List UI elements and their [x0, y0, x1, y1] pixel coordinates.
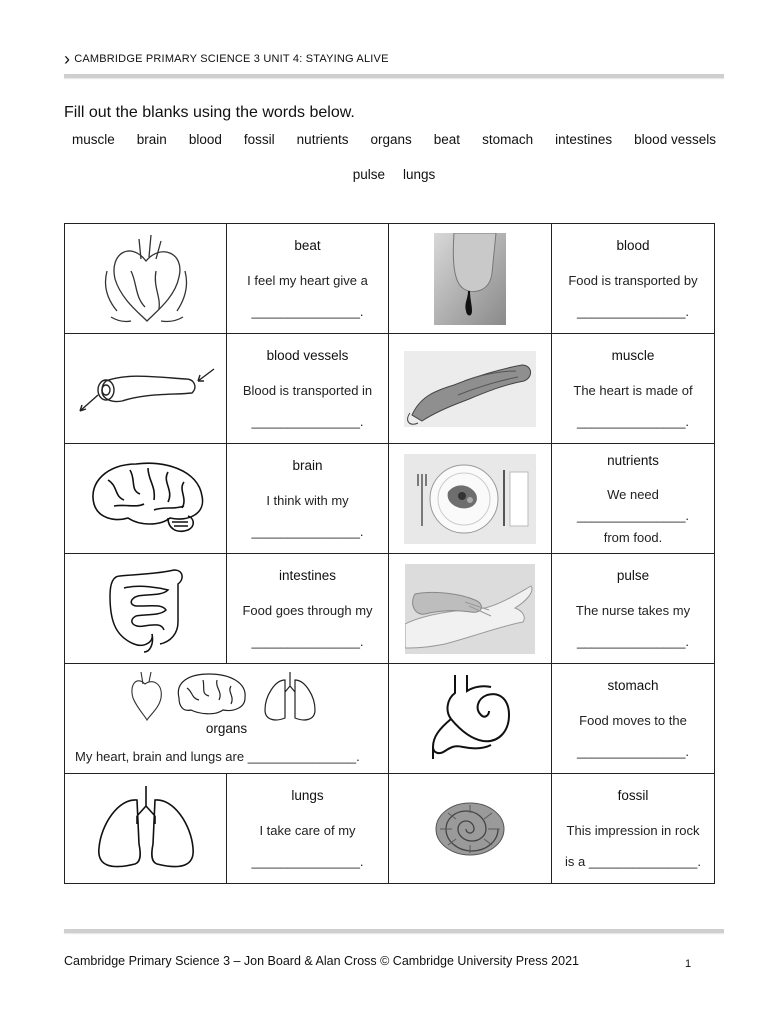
pulse-image-cell	[389, 554, 552, 664]
question-text: This impression in rock	[566, 823, 700, 838]
fossil-cell	[552, 774, 715, 884]
plate-food-icon	[404, 454, 536, 544]
answer-blank: is a _______________.	[565, 854, 701, 869]
stomach-cell	[552, 664, 715, 774]
beat-cell	[227, 224, 389, 334]
answer-blank: _______________.	[251, 854, 364, 869]
word-bank-word: blood	[188, 132, 222, 147]
answer-word: lungs	[291, 788, 324, 803]
lungs-icon	[265, 672, 315, 720]
vessel-image-cell	[65, 334, 227, 444]
answer-word: blood vessels	[266, 348, 349, 363]
muscle-cell	[552, 334, 715, 444]
table-row	[65, 554, 715, 664]
pulse-cell	[552, 554, 715, 664]
question-text: Blood is transported in	[242, 383, 373, 398]
stomach-icon	[425, 671, 515, 767]
answer-blank: _______________.	[251, 414, 364, 429]
page-number: 1	[685, 958, 692, 970]
instruction: Fill out the blanks using the words below.	[64, 104, 355, 121]
blood-vessel-icon	[76, 359, 216, 419]
lungs-cell	[227, 774, 389, 884]
answer-blank: _______________.	[576, 414, 690, 429]
muscle-image-cell	[389, 334, 552, 444]
answer-blank: _______________.	[576, 508, 690, 523]
answer-word: blood	[616, 238, 650, 253]
word-bank-word: intestines	[555, 132, 613, 147]
question-text: My heart, brain and lungs are _______________.	[75, 749, 360, 764]
word-bank-word: pulse	[352, 167, 385, 182]
page-header	[64, 50, 389, 68]
answer-blank: _______________.	[251, 304, 364, 319]
answer-word: intestines	[278, 568, 337, 583]
question-tail: from food.	[603, 530, 663, 545]
intestines-image-cell	[65, 554, 227, 664]
answer-word: muscle	[611, 348, 655, 363]
finger-blood-drop-icon	[434, 233, 506, 325]
answer-word: organs	[205, 721, 248, 736]
answer-blank: _______________.	[576, 634, 690, 649]
heart-icon	[132, 672, 161, 720]
answer-word: pulse	[616, 568, 650, 583]
answer-blank: _______________.	[576, 744, 690, 759]
heart-image-cell	[65, 224, 227, 334]
answer-blank: _______________.	[251, 524, 364, 539]
word-bank-word: blood vessels	[634, 132, 716, 147]
brain-icon	[84, 456, 208, 542]
header-title: CAMBRIDGE PRIMARY SCIENCE 3 UNIT 4: STAYING ALIVE	[74, 53, 389, 65]
word-bank-word: nutrients	[296, 132, 349, 147]
question-text: Food moves to the	[579, 713, 687, 728]
word-bank-word: lungs	[403, 167, 436, 182]
table-row	[65, 224, 715, 334]
arm-muscle-icon	[404, 351, 536, 427]
organs-cell	[65, 664, 389, 774]
word-bank-word: beat	[433, 132, 461, 147]
word-bank-word: brain	[136, 132, 167, 147]
intestines-icon	[104, 562, 188, 656]
question-text: The nurse takes my	[575, 603, 691, 618]
word-bank-row-2	[64, 167, 724, 182]
answer-word: fossil	[617, 788, 649, 803]
ammonite-fossil-icon	[430, 799, 510, 859]
brain-cell	[227, 444, 389, 554]
answer-word: nutrients	[607, 453, 659, 468]
stomach-image-cell	[389, 664, 552, 774]
chevron-right-icon: ›	[64, 49, 71, 69]
blood-cell	[552, 224, 715, 334]
table-row	[65, 334, 715, 444]
hands-pulse-icon	[405, 564, 535, 654]
question-text: We need	[607, 487, 659, 502]
food-image-cell	[389, 444, 552, 554]
worksheet-table	[64, 223, 715, 884]
brain-image-cell	[65, 444, 227, 554]
header-divider	[64, 74, 724, 78]
fossil-image-cell	[389, 774, 552, 884]
lungs-icon	[91, 784, 201, 874]
word-bank-word: fossil	[243, 132, 275, 147]
table-row	[65, 444, 715, 554]
table-row	[65, 664, 715, 774]
nutrients-cell	[552, 444, 715, 554]
answer-blank: _______________.	[251, 634, 364, 649]
intestines-cell	[227, 554, 389, 664]
question-text: I take care of my	[259, 823, 356, 838]
answer-blank: _______________.	[576, 304, 690, 319]
brain-icon	[178, 674, 245, 714]
question-text: I think with my	[266, 493, 349, 508]
answer-word: beat	[294, 238, 321, 253]
question-text: Food is transported by	[568, 273, 698, 288]
word-bank-word: organs	[370, 132, 412, 147]
question-text: Food goes through my	[242, 603, 373, 618]
organs-icons	[129, 670, 329, 724]
lungs-image-cell	[65, 774, 227, 884]
blood-vessels-cell	[227, 334, 389, 444]
question-text: The heart is made of	[573, 383, 693, 398]
answer-word: stomach	[607, 678, 659, 693]
heart-icon	[101, 231, 191, 326]
question-text: I feel my heart give a	[247, 273, 368, 288]
word-bank-row-1	[64, 132, 724, 147]
table-row	[65, 774, 715, 884]
word-bank-word: stomach	[482, 132, 534, 147]
footer-divider	[64, 929, 724, 933]
footer-credit: Cambridge Primary Science 3 – Jon Board & Alan Cross © Cambridge University Press 2021	[64, 954, 579, 968]
answer-word: brain	[292, 458, 323, 473]
blood-image-cell	[389, 224, 552, 334]
word-bank-word: muscle	[72, 132, 115, 147]
